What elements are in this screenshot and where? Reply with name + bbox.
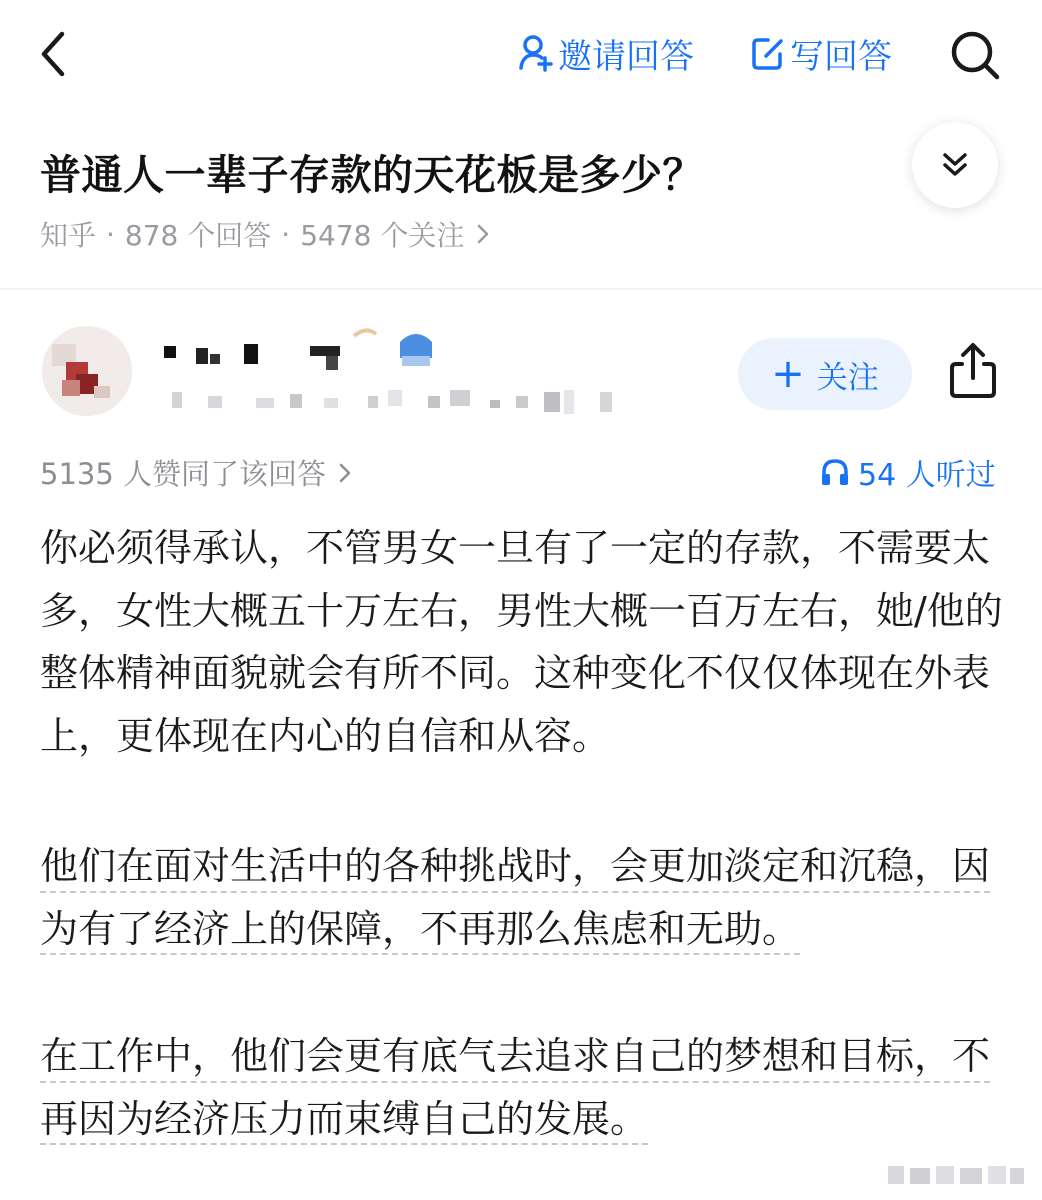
blurred-name-image <box>160 326 620 422</box>
answers-count: 878 个回答 <box>124 219 272 252</box>
chevron-right-icon <box>472 221 494 247</box>
back-button[interactable] <box>36 28 76 80</box>
watermark <box>888 1160 1028 1196</box>
invite-answer-label: 邀请回答 <box>558 36 694 77</box>
meta-separator: · <box>281 217 291 251</box>
share-button[interactable] <box>946 340 1000 400</box>
watermark-image <box>888 1160 1028 1190</box>
search-button[interactable] <box>948 28 1002 82</box>
plus-icon: + <box>771 351 805 397</box>
headphones-icon <box>820 457 850 487</box>
source-label: 知乎 <box>40 219 97 252</box>
expand-chevrons-icon <box>940 150 970 180</box>
agree-count-label: 5135 人赞同了该回答 <box>40 457 327 491</box>
question-title[interactable]: 普通人一辈子存款的天花板是多少？ <box>40 151 704 199</box>
avatar-image <box>42 326 132 416</box>
expand-question-button[interactable] <box>912 122 998 208</box>
write-answer-button[interactable] <box>750 30 892 76</box>
follow-button[interactable] <box>738 338 912 410</box>
chevron-right-icon <box>334 460 356 486</box>
edit-icon <box>750 34 786 72</box>
write-answer-label: 写回答 <box>790 36 892 77</box>
answer-paragraph-1: 你必须得承认，不管男女一旦有了一定的存款，不需要太多，女性大概五十万左右，男性大概一百万左右，她/他的整体精神面貌就会有所不同。这种变化不仅仅体现在外表上，更体现在内心的自信和从容。 <box>40 526 1003 758</box>
invite-answer-button[interactable] <box>518 30 694 76</box>
author-name-blurred[interactable] <box>160 326 620 422</box>
answer-paragraph-2: 他们在面对生活中的各种挑战时，会更加淡定和沉稳，因为有了经济上的保障，不再那么焦虑和无助。 <box>40 844 991 951</box>
agree-count[interactable] <box>40 452 356 493</box>
section-divider <box>0 288 1042 290</box>
followers-count: 5478 个关注 <box>300 219 465 252</box>
answer-paragraph-3: 在工作中，他们会更有底气去追求自己的梦想和目标，不再因为经济压力而束缚自己的发展。 <box>40 1034 991 1141</box>
follow-label: 关注 <box>816 359 879 396</box>
listened-count-label: 54 人听过 <box>858 458 996 493</box>
share-icon <box>946 340 1000 400</box>
author-avatar[interactable] <box>42 326 132 416</box>
question-meta[interactable] <box>40 214 494 254</box>
listened-count[interactable] <box>820 450 996 494</box>
meta-separator: · <box>106 217 115 251</box>
search-icon <box>948 28 1002 82</box>
back-arrow-icon <box>36 28 76 80</box>
invite-person-icon <box>518 34 554 72</box>
